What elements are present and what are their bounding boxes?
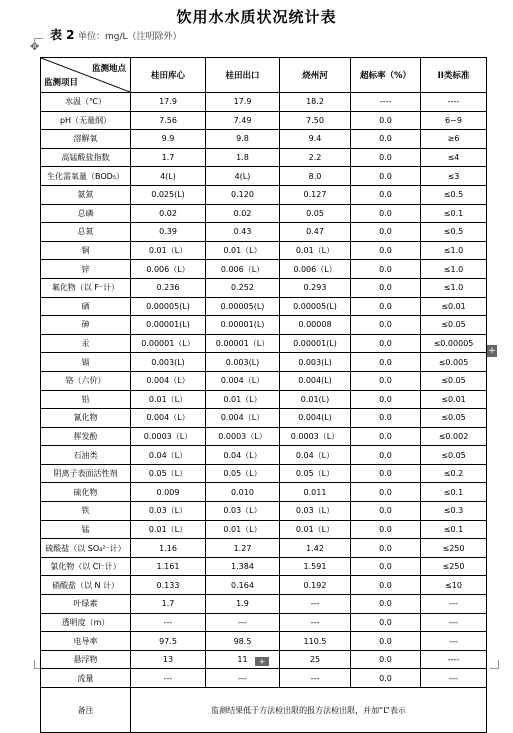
table-row [41, 427, 487, 446]
table-row [41, 446, 487, 465]
table-cell: 17.9 [206, 93, 280, 112]
table-row [41, 464, 487, 483]
table-cell: 0.0 [351, 427, 421, 446]
table-cell: ≤0.05 [421, 409, 487, 428]
table-cell: 0.004（L） [131, 371, 206, 390]
table-cell: 0.0 [351, 148, 421, 167]
table-row [41, 297, 487, 316]
note-label: 备注 [41, 688, 131, 733]
table-row [41, 167, 487, 186]
table-cell: 97.5 [131, 632, 206, 651]
row-item-label: 砷 [41, 316, 131, 335]
plus-icon[interactable]: + [488, 346, 496, 356]
table-cell: 0.0 [351, 297, 421, 316]
table-cell: ≤4 [421, 148, 487, 167]
table-cell: ≤0.005 [421, 353, 487, 372]
table-cell: 0.003(L) [280, 353, 351, 372]
table-cell: 0.0 [351, 390, 421, 409]
table-corner-mark [34, 38, 43, 47]
table-cell: 0.127 [280, 185, 351, 204]
table-cell: ≤0.05 [421, 316, 487, 335]
table-cell: 0.0003（L） [280, 427, 351, 446]
row-item-label: 氨氮 [41, 185, 131, 204]
table-cell: 1.27 [206, 539, 280, 558]
table-cell: 0.0 [351, 409, 421, 428]
table-cell: 0.003(L) [131, 353, 206, 372]
table-row [41, 278, 487, 297]
row-item-label: pH（无量纲） [41, 111, 131, 130]
table-cell: 0.0 [351, 576, 421, 595]
table-cell: 0.05（L） [280, 464, 351, 483]
table-cell: 0.0 [351, 371, 421, 390]
row-item-label: 汞 [41, 334, 131, 353]
table-cell: 0.0003（L） [206, 427, 280, 446]
table-cell: 0.00001（L） [131, 334, 206, 353]
row-item-label: 氯化物（以 Cl⁻计） [41, 557, 131, 576]
table-row [41, 148, 487, 167]
table-cell: 0.009 [131, 483, 206, 502]
table-cell: 0.0 [351, 316, 421, 335]
row-item-label: 流量 [41, 669, 131, 688]
table-cell: ≤3 [421, 167, 487, 186]
table-cell: 0.03（L） [206, 502, 280, 521]
table-row [41, 613, 487, 632]
table-row [41, 483, 487, 502]
table-cell: 0.0 [351, 260, 421, 279]
table-cell: 1.591 [280, 557, 351, 576]
table-cell: 0.01（L） [280, 241, 351, 260]
table-row [41, 390, 487, 409]
table-cell: --- [280, 669, 351, 688]
table-cell: 0.0 [351, 334, 421, 353]
row-item-label: 溶解氧 [41, 130, 131, 149]
table-row [41, 241, 487, 260]
table-cell: 0.03（L） [280, 502, 351, 521]
row-item-label: 高锰酸盐指数 [41, 148, 131, 167]
table-cell: ≤0.2 [421, 464, 487, 483]
table-cell: ≤10 [421, 576, 487, 595]
table-cell: 0.0 [351, 130, 421, 149]
table-cell: 1.8 [206, 148, 280, 167]
table-corner-mark [490, 660, 499, 669]
table-cell: 0.252 [206, 278, 280, 297]
header-col: II类标准 [421, 58, 487, 93]
table-cell: 0.01（L） [280, 520, 351, 539]
table-cell: 0.0 [351, 539, 421, 558]
note-text: 监测结果低于方法检出限的报方法检出限，并加“L”表示 [131, 688, 487, 733]
table-cell: 2.2 [280, 148, 351, 167]
table-cell: 0.0 [351, 669, 421, 688]
table-cell: 7.56 [131, 111, 206, 130]
table-cell: 13 [131, 650, 206, 669]
table-cell: --- [131, 669, 206, 688]
table-cell: 1.9 [206, 595, 280, 614]
row-item-label: 电导率 [41, 632, 131, 651]
table-cell: --- [421, 613, 487, 632]
table-row [41, 223, 487, 242]
table-row [41, 130, 487, 149]
table-cell: 0.01（L） [206, 241, 280, 260]
table-cell: --- [421, 595, 487, 614]
row-item-label: 生化需氧量（BOD₅） [41, 167, 131, 186]
table-cell: 0.0 [351, 464, 421, 483]
header-location-label: 监测地点 [91, 64, 126, 74]
note-row [41, 688, 487, 733]
table-row [41, 409, 487, 428]
table-cell: 0.0 [351, 557, 421, 576]
table-cell: 98.5 [206, 632, 280, 651]
table-cell: 0.02 [206, 204, 280, 223]
table-cell: 0.133 [131, 576, 206, 595]
table-cell: ≤0.01 [421, 390, 487, 409]
table-row [41, 502, 487, 521]
table-cell: 0.0 [351, 595, 421, 614]
table-cell: 0.006（L） [131, 260, 206, 279]
table-cell: 0.01（L） [131, 390, 206, 409]
table-cell: 17.9 [131, 93, 206, 112]
table-cell: 0.05（L） [206, 464, 280, 483]
row-item-label: 铬（六价） [41, 371, 131, 390]
row-item-label: 铁 [41, 502, 131, 521]
table-cell: 0.0 [351, 167, 421, 186]
table-cell: 0.04（L） [280, 446, 351, 465]
row-item-label: 硒 [41, 297, 131, 316]
table-cell: 1.42 [280, 539, 351, 558]
table-cell: ≤0.05 [421, 371, 487, 390]
table-cell: 7.50 [280, 111, 351, 130]
header-item-label: 监测项目 [44, 78, 79, 88]
table-cell: 9.4 [280, 130, 351, 149]
table-cell: 6~9 [421, 111, 487, 130]
table-row [41, 632, 487, 651]
table-cell: 0.192 [280, 576, 351, 595]
table-cell: --- [421, 632, 487, 651]
table-cell: 0.0 [351, 632, 421, 651]
table-cell: 0.004（L） [206, 409, 280, 428]
row-item-label: 悬浮物 [41, 650, 131, 669]
table-cell: ≤0.1 [421, 204, 487, 223]
table-cell: ≤0.3 [421, 502, 487, 521]
table-row [41, 93, 487, 112]
table-cell: 0.0 [351, 111, 421, 130]
row-item-label: 氟化物（以 F⁻计） [41, 278, 131, 297]
move-handle-icon[interactable]: ✥ [30, 40, 40, 53]
table-row [41, 595, 487, 614]
table-cell: 0.0003（L） [131, 427, 206, 446]
table-cell: 4(L) [131, 167, 206, 186]
table-cell: ≤0.5 [421, 185, 487, 204]
table-row [41, 353, 487, 372]
table-cell: ≤0.05 [421, 446, 487, 465]
table-cell: 0.006（L） [206, 260, 280, 279]
table-cell: 0.025(L) [131, 185, 206, 204]
table-cell: ---- [351, 93, 421, 112]
table-cell: ≤1.0 [421, 241, 487, 260]
header-col: 桂田出口 [206, 58, 280, 93]
table-cell: 0.00001（L） [206, 334, 280, 353]
table-cell: 0.00001(L) [206, 316, 280, 335]
table-cell: 0.0 [351, 520, 421, 539]
row-item-label: 叶绿素 [41, 595, 131, 614]
header-col: 桂田库心 [131, 58, 206, 93]
table-cell: 0.02 [131, 204, 206, 223]
table-cell: 0.39 [131, 223, 206, 242]
table-cell: --- [131, 613, 206, 632]
table-row [41, 316, 487, 335]
row-item-label: 硝酸盐（以 N 计） [41, 576, 131, 595]
table-cell: 0.0 [351, 223, 421, 242]
header-col: 烧州河 [280, 58, 351, 93]
table-cell: 0.004(L) [280, 409, 351, 428]
table-cell: 1.384 [206, 557, 280, 576]
table-cell: 0.00001(L) [131, 316, 206, 335]
table-cell: ≤1.0 [421, 278, 487, 297]
table-cell: 0.0 [351, 185, 421, 204]
table-cell: 1.7 [131, 595, 206, 614]
table-cell: 0.0 [351, 613, 421, 632]
table-cell: ≤0.002 [421, 427, 487, 446]
header-col: 超标率（%） [351, 58, 421, 93]
table-cell: 0.011 [280, 483, 351, 502]
table-cell: 0.05 [280, 204, 351, 223]
table-cell: 0.00005(L) [131, 297, 206, 316]
unit-note: 单位：mg/L（注明除外） [78, 32, 182, 42]
table-row [41, 557, 487, 576]
table-cell: 0.0 [351, 278, 421, 297]
row-item-label: 硫化物 [41, 483, 131, 502]
table-row [41, 260, 487, 279]
table-cell: 0.0 [351, 446, 421, 465]
table-cell: 0.0 [351, 241, 421, 260]
table-cell: --- [280, 613, 351, 632]
table-number: 表 2 [50, 28, 75, 42]
table-cell: ≤1.0 [421, 260, 487, 279]
table-cell: 18.2 [280, 93, 351, 112]
table-cell: --- [421, 669, 487, 688]
header-corner-cell [41, 58, 131, 93]
row-item-label: 锌 [41, 260, 131, 279]
table-cell: 0.0 [351, 353, 421, 372]
table-cell: 0.0 [351, 204, 421, 223]
table-cell: 7.49 [206, 111, 280, 130]
table-cell: 1.7 [131, 148, 206, 167]
table-row [41, 669, 487, 688]
table-row [41, 576, 487, 595]
row-item-label: 石油类 [41, 446, 131, 465]
row-item-label: 水温（℃） [41, 93, 131, 112]
table-cell: 0.00005(L) [206, 297, 280, 316]
table-row [41, 334, 487, 353]
table-row [41, 204, 487, 223]
table-cell: 0.236 [131, 278, 206, 297]
table-cell: --- [206, 613, 280, 632]
table-cell: 0.01(L) [280, 390, 351, 409]
table-cell: 0.04（L） [131, 446, 206, 465]
row-item-label: 铅 [41, 390, 131, 409]
table-cell: ---- [421, 650, 487, 669]
table-cell: ≤0.01 [421, 297, 487, 316]
table-cell: 0.00001(L) [280, 334, 351, 353]
table-row [41, 371, 487, 390]
table-cell: ≥6 [421, 130, 487, 149]
table-cell: ≤0.1 [421, 520, 487, 539]
table-cell: 0.00008 [280, 316, 351, 335]
table-cell: 0.006（L） [280, 260, 351, 279]
water-quality-table [40, 57, 487, 733]
table-cell: ---- [421, 93, 487, 112]
row-item-label: 总磷 [41, 204, 131, 223]
row-item-label: 挥发酚 [41, 427, 131, 446]
table-cell: ≤0.5 [421, 223, 487, 242]
table-cell: 8.0 [280, 167, 351, 186]
table-cell: 9.8 [206, 130, 280, 149]
table-header-row [41, 58, 487, 93]
table-cell: 0.0 [351, 650, 421, 669]
table-cell: 0.004（L） [131, 409, 206, 428]
table-cell: 0.03（L） [131, 502, 206, 521]
table-cell: 0.120 [206, 185, 280, 204]
table-cell: ≤0.1 [421, 483, 487, 502]
table-row [41, 539, 487, 558]
table-cell: ≤0.00005 [421, 334, 487, 353]
table-cell: ≤250 [421, 557, 487, 576]
table-cell: 1.16 [131, 539, 206, 558]
table-cell: 0.004（L） [206, 371, 280, 390]
table-cell: --- [206, 669, 280, 688]
table-cell: 0.01（L） [206, 390, 280, 409]
table-row [41, 185, 487, 204]
table-cell: 0.04（L） [206, 446, 280, 465]
document-title: 饮用水水质状况统计表 [176, 8, 337, 26]
table-row [41, 520, 487, 539]
row-item-label: 氰化物 [41, 409, 131, 428]
table-cell: 0.004(L) [280, 371, 351, 390]
row-item-label: 铜 [41, 241, 131, 260]
table-cell: 0.003(L) [206, 353, 280, 372]
table-cell: 0.05（L） [131, 464, 206, 483]
table-cell: 0.0 [351, 483, 421, 502]
table-cell: 0.010 [206, 483, 280, 502]
table-caption [50, 26, 182, 43]
table-cell: 0.01（L） [206, 520, 280, 539]
table-cell: 0.0 [351, 502, 421, 521]
table-cell: 0.164 [206, 576, 280, 595]
table-cell: 0.01（L） [131, 241, 206, 260]
row-item-label: 锰 [41, 520, 131, 539]
row-item-label: 镉 [41, 353, 131, 372]
table-cell: 9.9 [131, 130, 206, 149]
row-item-label: 硫酸盐（以 SO₄²⁻计） [41, 539, 131, 558]
row-item-label: 总氮 [41, 223, 131, 242]
plus-icon[interactable]: + [255, 657, 269, 666]
row-item-label: 阴离子表面活性剂 [41, 464, 131, 483]
table-cell: 1.161 [131, 557, 206, 576]
table-body [41, 93, 487, 733]
table-row [41, 111, 487, 130]
table-cell: --- [280, 595, 351, 614]
table-cell: 0.00005(L) [280, 297, 351, 316]
table-cell: 0.43 [206, 223, 280, 242]
table-cell: 0.01（L） [131, 520, 206, 539]
table-cell: 0.47 [280, 223, 351, 242]
table-cell: 110.5 [280, 632, 351, 651]
row-item-label: 透明度（m） [41, 613, 131, 632]
table-cell: 4(L) [206, 167, 280, 186]
table-cell: 25 [280, 650, 351, 669]
table-cell: 0.293 [280, 278, 351, 297]
table-cell: ≤250 [421, 539, 487, 558]
table-cell: 11 [206, 650, 280, 669]
